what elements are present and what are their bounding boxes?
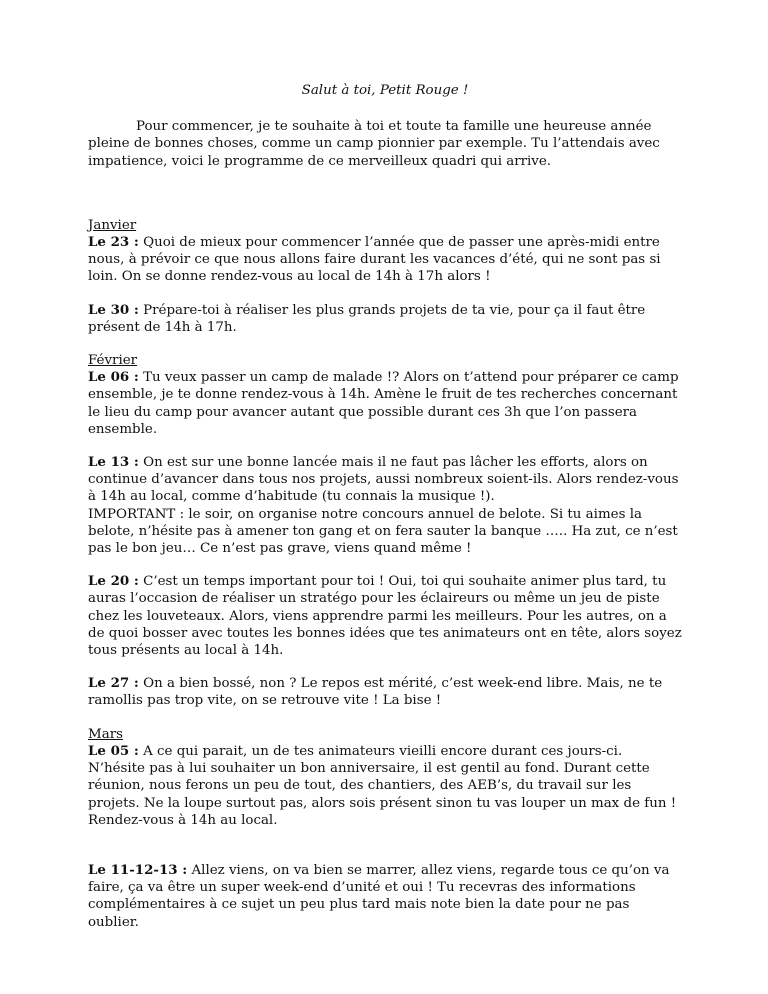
letter-intro: Pour commencer, je te souhaite à toi et toute ta famille une heureuse année pleine de bonnes choses, comme un camp pionnier par exemple. Tu l’attendais avec impatience, voici le programme de ce merveilleux quadri qui arrive. — [88, 119, 660, 169]
month-section-fevrier — [88, 352, 682, 710]
month-heading: Mars — [88, 726, 123, 742]
entry-text: Quoi de mieux pour commencer l’année que de passer une après-midi entre nous, à prévoir ce que nous allons faire durant les vacances d’été, qui ne sont pas si loin. On se donne rendez-vous au local de 14h à 17h alors ! — [88, 235, 661, 285]
schedule-entry — [88, 234, 682, 286]
entry-date-label: Le 27 : — [88, 675, 139, 692]
month-section-mars — [88, 726, 682, 931]
month-section-janvier — [88, 217, 682, 336]
entry-date-label: Le 13 : — [88, 454, 139, 471]
entry-date-label: Le 30 : — [88, 301, 139, 318]
schedule-entry — [88, 573, 682, 659]
entry-date-label: Le 20 : — [88, 573, 139, 590]
schedule-entry — [88, 454, 682, 557]
entry-text: A ce qui parait, un de tes animateurs vieilli encore durant ces jours-ci. N’hésite pas à lui souhaiter un bon anniversaire, il est gentil au fond. Durant cette réunion, nous ferons un peu de tout, des chantiers, des AEB’s, du travail sur les projets. Ne la loupe surtout pas, alors sois présent sinon tu vas louper un max de fun ! Rendez-vous à 14h au local. — [88, 743, 677, 828]
schedule-entry — [88, 743, 682, 829]
month-heading: Février — [88, 353, 138, 369]
entry-date-label: Le 06 : — [88, 369, 139, 386]
blank-line — [88, 845, 682, 862]
month-heading: Janvier — [88, 217, 137, 233]
entry-date-label: Le 05 : — [88, 742, 139, 759]
entry-text: Prépare-toi à réaliser les plus grands projets de ta vie, pour ça il faut être présent de 14h à 17h. — [88, 302, 646, 335]
schedule-entry — [88, 369, 682, 438]
entry-important-note: IMPORTANT : le soir, on organise notre concours annuel de belote. Si tu aimes la belote, n’hésite pas à amener ton gang et on fera sauter la banque ….. Ha zut, ce n’est pas le bon jeu… Ce n’est pas grave, viens quand même ! — [88, 506, 678, 557]
schedule-entry — [88, 302, 682, 336]
entry-text: C’est un temps important pour toi ! Oui, toi qui souhaite animer plus tard, tu auras l’occasion de réaliser un stratégo pour les éclaireurs ou même un jeu de piste chez les louveteaux. Alors, viens apprendre parmi les meilleurs. Pour les autres, on a de quoi bosser avec toutes les bonnes idées que tes animateurs ont en tête, alors soyez tous présents au local à 14h. — [88, 574, 682, 659]
entry-date-label: Le 11-12-13 : — [88, 861, 188, 878]
schedule-entry — [88, 675, 682, 709]
schedule-entry — [88, 862, 682, 931]
entry-text: On a bien bossé, non ? Le repos est mérité, c’est week-end libre. Mais, ne te ramollis pas trop vite, on se retrouve vite ! La bise ! — [88, 676, 663, 709]
letter-title: Salut à toi, Petit Rouge ! — [301, 83, 469, 98]
entry-text: Allez viens, on va bien se marrer, allez viens, regarde tous ce qu’on va faire, ça va être un super week-end d’unité et oui ! Tu recevras des informations complémentaires à ce sujet un peu plus tard mais note bien la date pour ne pas oublier. — [88, 862, 670, 930]
entry-date-label: Le 23 : — [88, 234, 139, 251]
entry-text: On est sur une bonne lancée mais il ne faut pas lâcher les efforts, alors on continue d’avancer dans tous nos projets, aussi nombreux soient-ils. Alors rendez-vous à 14h au local, comme d’habitude (tu connais la musique !). — [88, 455, 679, 505]
entry-text: Tu veux passer un camp de malade !? Alors on t’attend pour préparer ce camp ensemble, je te donne rendez-vous à 14h. Amène le fruit de tes recherches concernant le lieu du camp pour avancer autant que possible durant ces 3h que l’on passera ensemble. — [88, 370, 679, 437]
